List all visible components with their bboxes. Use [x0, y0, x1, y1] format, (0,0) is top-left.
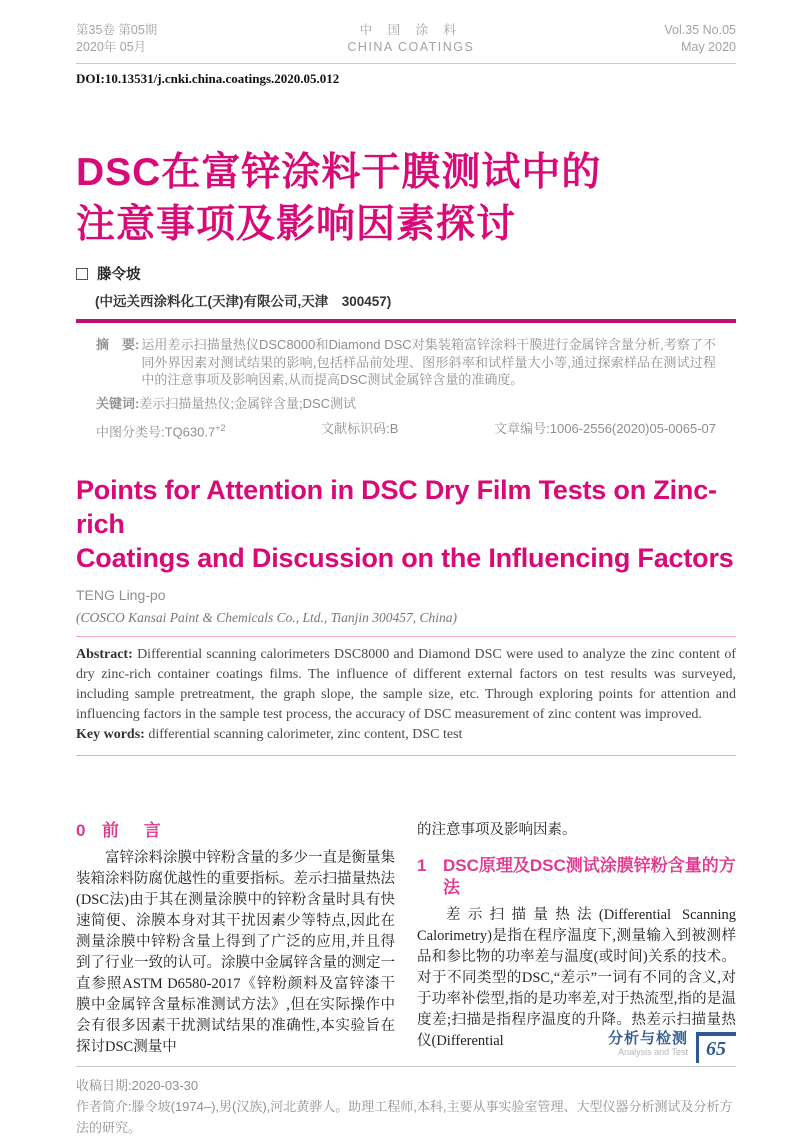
body-column-right — [417, 820, 736, 1058]
author-square-icon — [76, 268, 88, 280]
volume-issue-en: Vol.35 No.05 — [664, 23, 736, 37]
article-title-cn-line1: DSC在富锌涂料干膜测试中的 — [76, 151, 602, 194]
section-0-paragraph: 富锌涂料涂膜中锌粉含量的多少一直是衡量集装箱涂料防腐优越性的重要指标。差示扫描量热法(DSC法)由于其在测量涂膜中的锌粉含量时具有快速简便、涂膜本身对其干扰因素少等特点,因此在测量涂膜中锌粉含量上得到了广泛的应用,并且得到了行业一致的认可。涂膜中金属锌含量的测定一直参照ASTM D6580-2017《锌粉颜料及富锌漆干膜中金属锌含量标准测试方法》,但在实际操作中会有很多因素干扰测试结果的准确性,本实验旨在探讨DSC测量中 — [76, 849, 395, 1055]
affiliation-en: (COSCO Kansai Paint & Chemicals Co., Ltd., Tianjin 300457, China) — [76, 609, 458, 625]
section-1-number: 1 — [417, 855, 427, 875]
keywords-cn-text: 差示扫描量热仪;金属锌含量;DSC测试 — [139, 395, 357, 411]
divider-thick-magenta — [76, 319, 736, 323]
author-name-cn: 滕令坡 — [97, 267, 141, 283]
abstract-cn-text: 运用差示扫描量热仪DSC8000和Diamond DSC对集装箱富锌涂料干膜进行金属锌含量分析,考察了不同外界因素对测试结果的影响,包括样品前处理、图形斜率和试样量大小等,通过探索样品在测试过程中的注意事项及影响因素,从而提高DSC测试金属锌含量的准确度。 — [141, 337, 716, 387]
header-center — [347, 22, 474, 56]
doi: DOI:10.13531/j.cnki.china.coatings.2020.05.012 — [76, 71, 340, 86]
abstract-en-text: Differential scanning calorimeters DSC8000 and Diamond DSC were used to analyze the zinc content of dry zinc-rich container coatings films. The influence of different external factors on test results was surveyed, including sample pretreatment, the graph slope, the sample size, etc. Through exploring points for attention and influencing factors in the sample test process, the accuracy of DSC measurement of zinc content was improved. — [76, 646, 736, 722]
affiliation-cn: (中远关西涂料化工(天津)有限公司,天津 300457) — [95, 294, 392, 309]
author-row — [76, 263, 736, 284]
section-0-continuation: 的注意事项及影响因素。 — [417, 821, 577, 838]
keywords-en-label: Key words: — [76, 726, 145, 742]
article-title-en-line1: Points for Attention in DSC Dry Film Tests on Zinc-rich — [76, 474, 717, 539]
clc-number: 中图分类号$:TQ630.7^{+2}$ — [96, 423, 226, 440]
keywords-cn-label: 关键词: — [96, 395, 140, 411]
article-id: 文章编号:1006-2556(2020)05-0065-07 — [494, 421, 716, 436]
section-0-heading — [76, 820, 395, 842]
column-name-en: Analysis and Test — [618, 1047, 688, 1057]
article-title-en — [76, 473, 736, 575]
date-en: May 2020 — [681, 40, 736, 54]
footer-badge — [608, 1030, 736, 1063]
section-0-number: 0 — [76, 820, 86, 840]
document-code: 文献标识码:B — [321, 421, 399, 436]
article-body — [76, 820, 736, 1058]
header-left — [76, 22, 157, 56]
author-name-en: TENG Ling-po — [76, 586, 166, 603]
body-column-left — [76, 820, 395, 1058]
article-title-en-line2: Coatings and Discussion on the Influencing Factors — [76, 542, 734, 573]
journal-header — [76, 22, 736, 64]
classification-row — [96, 420, 716, 441]
author-bio: 作者简介:滕令坡(1974–),男(汉族),河北黄骅人。助理工程师,本科,主要从事实验室管理、大型仪器分析测试及分析方法的研究。 — [76, 1098, 733, 1135]
keywords-cn-row — [96, 395, 716, 413]
article-title-cn — [76, 147, 736, 251]
header-right — [664, 22, 736, 56]
journal-name-en: CHINA COATINGS — [347, 40, 475, 54]
section-1-title: DSC原理及DSC测试涂膜锌粉含量的方法 — [443, 855, 736, 897]
abstract-en-label: Abstract: — [76, 646, 133, 662]
abstract-en-block — [76, 645, 736, 745]
received-date: 收稿日期:2020-03-30 — [76, 1077, 199, 1093]
section-0-title: 前 言 — [102, 820, 171, 840]
footnote-block — [76, 1066, 736, 1138]
article-title-cn-line2: 注意事项及影响因素探讨 — [76, 203, 517, 246]
divider-thin-pink-bottom — [76, 755, 736, 756]
column-name-cn: 分析与检测 — [607, 1030, 688, 1047]
abstract-cn-label: 摘 要: — [96, 337, 140, 352]
section-1-heading — [417, 855, 736, 899]
date-cn: 2020年 05月 — [76, 40, 147, 54]
abstract-cn-block — [76, 336, 736, 441]
abstract-en-paragraph — [76, 645, 736, 725]
journal-name-cn: 中 国 涂 料 — [359, 23, 463, 37]
volume-issue-cn: 第35卷 第05期 — [76, 23, 158, 37]
column-name — [608, 1030, 688, 1058]
clc-superscript: +2 — [215, 423, 226, 433]
keywords-en-row — [76, 725, 736, 745]
abstract-cn-row — [96, 336, 716, 389]
page-number: 65 — [696, 1032, 736, 1063]
divider-thin-pink-top — [76, 636, 736, 637]
keywords-en-text: differential scanning calorimeter, zinc content, DSC test — [144, 726, 463, 742]
section-1-paragraph: 差示扫描量热法(Differential Scanning Calorimetry)是指在程序温度下,测量输入到被测样品和参比物的功率差与温度(或时间)关系的技术。对于不同类型的DSC,“差示”一词有不同的含义,对于功率补偿型,指的是功率差,对于热流型,指的是温度差;扫描是指程序温度的升降。热差示扫描量热仪(Differential — [417, 906, 736, 1049]
